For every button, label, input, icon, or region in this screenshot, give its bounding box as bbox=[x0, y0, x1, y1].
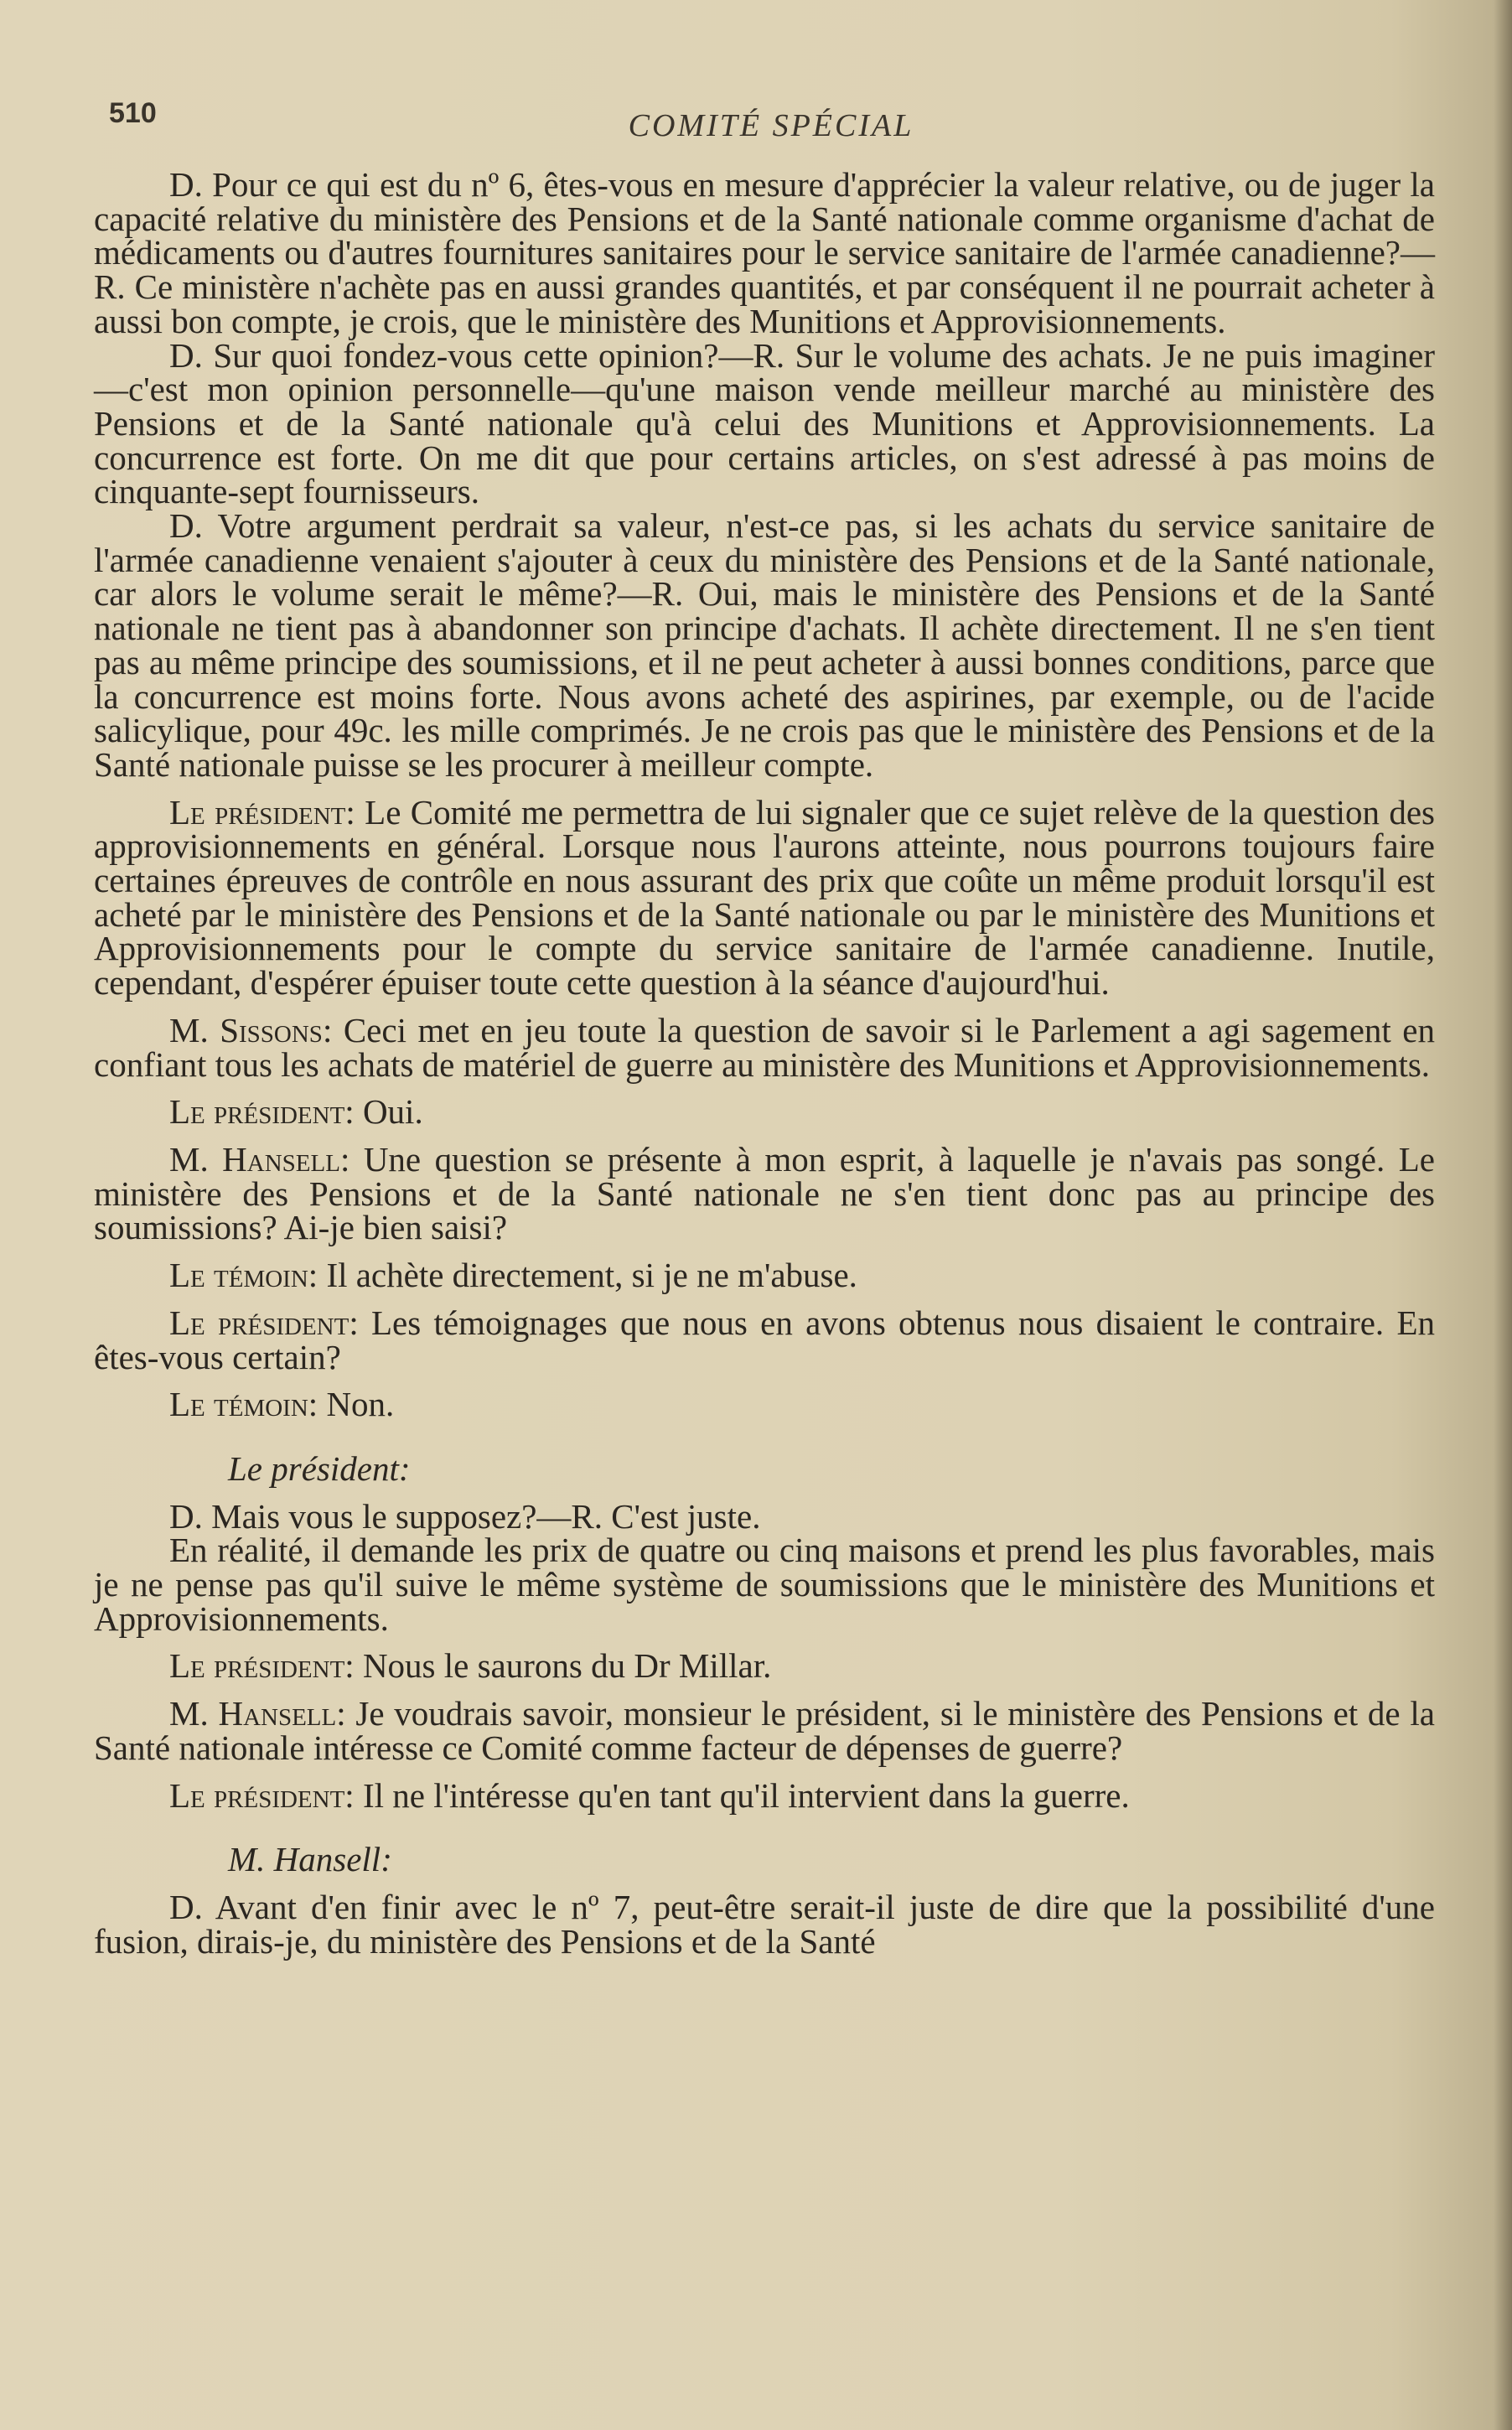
qa-paragraph bbox=[94, 1887, 1435, 1961]
speaker-paragraph: M. Sissons: Ceci met en jeu toute la question de savoir si le Parlement a agi sagement en confiant tous les achats de matériel de guerre au ministère des Munitions et Approvisionnements. bbox=[94, 1010, 1435, 1084]
speaker-paragraph: Le témoin: Il achète directement, si je ne m'abuse. bbox=[169, 1256, 857, 1295]
speaker-paragraph: Le témoin: Non. bbox=[169, 1385, 395, 1424]
paragraph-text: D. Avant d'en finir avec le nº 7, peut-être serait-il juste de dire que la possibilité d'une fusion, dirais-je, du ministère des Pensions et de la Santé bbox=[94, 1887, 1435, 1961]
page-edge-shadow bbox=[1494, 0, 1512, 2430]
speaker-name: Le président bbox=[169, 1775, 345, 1815]
paragraph-text: Ceci met en jeu toute la question de savoir si le Parlement a agi sagement en confiant tous les achats de matériel de guerre au ministère des Munitions et Approvisionnements. bbox=[94, 1010, 1435, 1084]
paragraph-text: Il achète directement, si je ne m'abuse. bbox=[326, 1256, 857, 1295]
speaker-name: M. Sissons bbox=[169, 1010, 323, 1049]
speaker-paragraph: Le président: Nous le saurons du Dr Millar. bbox=[169, 1646, 772, 1686]
page-number: 510 bbox=[109, 97, 157, 129]
interlocutor-heading: M. Hansell: bbox=[228, 1840, 392, 1879]
paragraph-text: D. Mais vous le supposez?—R. C'est juste. bbox=[169, 1496, 761, 1536]
page-header bbox=[109, 92, 1433, 151]
speaker-name: M. Hansell bbox=[169, 1694, 337, 1733]
speaker-paragraph: Le président: Il ne l'intéresse qu'en tant qu'il intervient dans la guerre. bbox=[169, 1775, 1130, 1815]
paragraph-text: D. Votre argument perdrait sa valeur, n'est-ce pas, si les achats du service sanitaire de l'armée canadienne venaient s'ajouter à ceux du ministère des Pensions et de la Santé nationale, car alors le volume serait le même?—R. Oui, mais le ministère des Pensions et de la Santé nationale ne tient pas à abandonner son principe d'achats. Il achète directement. Il ne s'en tient pas au même principe des soumissions, et il ne peut acheter à aussi bonnes conditions, parce que la concurrence est moins forte. Nous avons acheté des aspirines, par exemple, ou de l'acide salicylique, pour 49c. les mille comprimés. Je ne crois pas que le ministère des Pensions et de la Santé nationale puisse se les procurer à meilleur compte. bbox=[94, 506, 1435, 784]
paragraph-text: Oui. bbox=[362, 1092, 423, 1132]
speaker-name: Le témoin bbox=[169, 1256, 308, 1295]
speaker-name: Le président bbox=[169, 1303, 350, 1342]
speaker-paragraph: Le président: Les témoignages que nous en avons obtenus nous disaient le contraire. En êtes-vous certain? bbox=[94, 1303, 1436, 1376]
document-body bbox=[94, 165, 1436, 1961]
qa-paragraph bbox=[94, 1496, 1435, 1536]
paragraph-text: Il ne l'intéresse qu'en tant qu'il intervient dans la guerre. bbox=[362, 1775, 1130, 1815]
qa-paragraph bbox=[94, 506, 1435, 784]
speaker-name: M. Hansell bbox=[169, 1139, 340, 1179]
speaker-paragraph: M. Hansell: Une question se présente à mon esprit, à laquelle je n'avais pas songé. Le ministère des Pensions et de la Santé nationale ne s'en tient donc pas au principe des soumissions? Ai-je bien saisi? bbox=[94, 1139, 1435, 1247]
qa-paragraph bbox=[94, 165, 1435, 340]
paragraph-text: Une question se présente à mon esprit, à laquelle je n'avais pas songé. Le ministère des Pensions et de la Santé nationale ne s'en tient donc pas au principe des soumissions? Ai-je bien saisi? bbox=[94, 1139, 1435, 1247]
speaker-name: Le témoin bbox=[169, 1385, 308, 1424]
paragraph-text: Non. bbox=[326, 1385, 395, 1424]
qa-paragraph bbox=[94, 1531, 1435, 1638]
paragraph-text: D. Pour ce qui est du nº 6, êtes-vous en mesure d'apprécier la valeur relative, ou de juger la capacité relative du ministère des Pensions et de la Santé nationale comme organisme d'achat de médicaments ou d'autres fournitures sanitaires pour le service sanitaire de l'armée canadienne?—R. Ce ministère n'achète pas en aussi grandes quantités, et par conséquent il ne pourrait acheter à aussi bon compte, je crois, que le ministère des Munitions et Approvisionnements. bbox=[94, 165, 1435, 340]
speaker-paragraph: Le président: Oui. bbox=[169, 1092, 423, 1132]
speaker-paragraph: Le président: Le Comité me permettra de lui signaler que ce sujet relève de la question des approvisionnements en général. Lorsque nous l'aurons atteinte, nous pourrons toujours faire certaines épreuves de contrôle en nous assurant des prix que coûte un même produit lorsqu'il est acheté par le ministère des Pensions et de la Santé nationale ou par le ministère des Munitions et Approvisionnements pour le compte du service sanitaire de l'armée canadienne. Inutile, cependant, d'espérer épuiser toute cette question à la séance d'aujourd'hui. bbox=[94, 792, 1435, 1003]
paragraph-text: Les témoignages que nous en avons obtenus nous disaient le contraire. En êtes-vous certain? bbox=[94, 1303, 1436, 1376]
speaker-paragraph: M. Hansell: Je voudrais savoir, monsieur le président, si le ministère des Pensions et de la Santé nationale intéresse ce Comité comme facteur de dépenses de guerre? bbox=[94, 1694, 1435, 1767]
paragraph-text: En réalité, il demande les prix de quatre ou cinq maisons et prend les plus favorables, mais je ne pense pas qu'il suive le même système de soumissions que le ministère des Munitions et Approvisionnements. bbox=[94, 1531, 1435, 1638]
qa-paragraph bbox=[94, 335, 1435, 511]
speaker-name: Le président bbox=[169, 1092, 345, 1132]
paragraph-text: D. Sur quoi fondez-vous cette opinion?—R. Sur le volume des achats. Je ne puis imaginer—c'est mon opinion personnelle—qu'une maison vende meilleur marché au ministère des Pensions et de la Santé nationale qu'à celui des Munitions et Approvisionnements. La concurrence est forte. On me dit que pour certains articles, on s'est adressé à pas moins de cinquante-sept fournisseurs. bbox=[94, 335, 1435, 511]
paragraph-text: Je voudrais savoir, monsieur le président, si le ministère des Pensions et de la Santé nationale intéresse ce Comité comme facteur de dépenses de guerre? bbox=[94, 1694, 1435, 1767]
speaker-name: Le président bbox=[169, 792, 346, 832]
interlocutor-heading: Le président: bbox=[228, 1448, 411, 1488]
running-head: COMITÉ SPÉCIAL bbox=[628, 108, 914, 143]
paragraph-text: Le Comité me permettra de lui signaler que ce sujet relève de la question des approvisionnements en général. Lorsque nous l'aurons atteinte, nous pourrons toujours faire certaines épreuves de contrôle en nous assurant des prix que coûte un même produit lorsqu'il est acheté par le ministère des Pensions et de la Santé nationale ou par le ministère des Munitions et Approvisionnements pour le compte du service sanitaire de l'armée canadienne. Inutile, cependant, d'espérer épuiser toute cette question à la séance d'aujourd'hui. bbox=[94, 792, 1435, 1003]
speaker-name: Le président bbox=[169, 1646, 345, 1686]
paragraph-text: Nous le saurons du Dr Millar. bbox=[362, 1646, 772, 1686]
